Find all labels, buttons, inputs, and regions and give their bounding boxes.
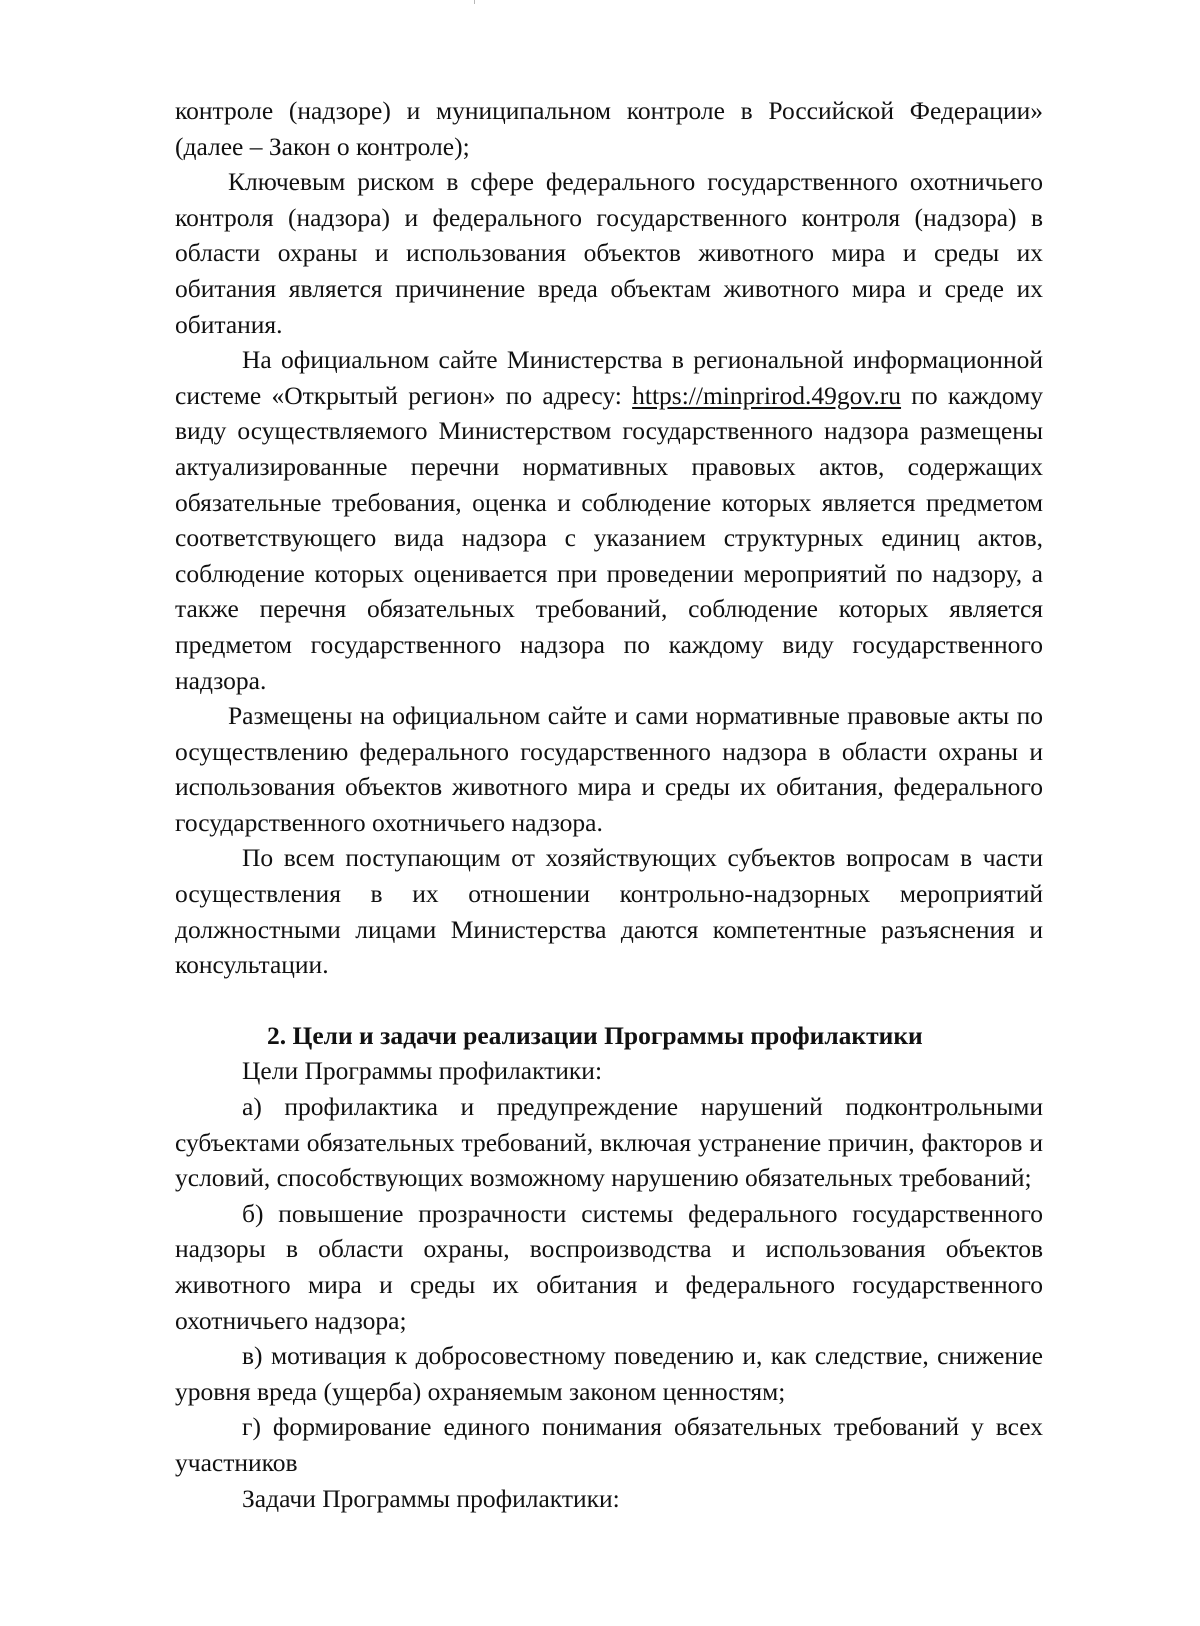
goals-label: Цели Программы профилактики:	[242, 1056, 603, 1086]
page-top-mark	[474, 0, 475, 4]
paragraph-consultations: По всем поступающим от хозяйствующих субъектов вопросам в части осуществления в их отношении контрольно-надзорных мероприятий должностными лицами Министерства даются компетентные разъяснения и консультации.	[175, 843, 1043, 980]
goal-item-a: а) профилактика и предупреждение нарушений подконтрольными субъектами обязательных требований, включая устранение причин, факторов и условий, способствующих возможному нарушению обязательных требований;	[175, 1092, 1043, 1193]
paragraph-official-site	[175, 342, 1043, 698]
goal-item-c: в) мотивация к добросовестному поведению и, как следствие, снижение уровня вреда (ущерба) охраняемым законом ценностям;	[175, 1341, 1043, 1406]
paragraph-key-risk: Ключевым риском в сфере федерального государственного охотничьего контроля (надзора) и федерального государственного контроля (надзора) в области охраны и использования объектов животного мира и среды их обитания является причинение вреда объектам животного мира и среде их обитания.	[175, 167, 1043, 339]
ministry-site-link[interactable]: https://minprirod.49gov.ru	[632, 380, 902, 410]
document-body	[175, 93, 1043, 1516]
tasks-label: Задачи Программы профилактики:	[242, 1483, 620, 1513]
official-site-text-end: по каждому виду осуществляемого Министерством государственного надзора размещены актуализированные перечни нормативных правовых актов, содержащих обязательные требования, оценка и соблюдение которых является предметом соответствующего вида надзора с указанием структурных единиц актов, соблюдение которых оценивается при проведении мероприятий по надзору, а также перечня обязательных требований, соблюдение которых является предметом государственного надзора по каждому виду государственного надзора.	[175, 380, 1043, 695]
paragraph-law-reference: контроле (надзоре) и муниципальном контроле в Российской Федерации» (далее – Закон о контроле);	[175, 96, 1043, 161]
section-heading: 2. Цели и задачи реализации Программы профилактики	[267, 1020, 923, 1050]
official-site-text-start: На официальном сайте Министерства в региональной информационной системе «Открытый регион» по адресу:	[175, 345, 1043, 410]
paragraph-published-acts: Размещены на официальном сайте и сами нормативные правовые акты по осуществлению федерального государственного надзора в области охраны и использования объектов животного мира и среды их обитания, федерального государственного охотничьего надзора.	[175, 701, 1043, 837]
goal-item-d: г) формирование единого понимания обязательных требований у всех участников	[175, 1412, 1043, 1477]
goal-item-b: б) повышение прозрачности системы федерального государственного надзоры в области охраны, воспроизводства и использования объектов животного мира и среды их обитания и федерального государственного охотничьего надзора;	[175, 1198, 1043, 1335]
section-spacer	[175, 983, 1043, 1018]
